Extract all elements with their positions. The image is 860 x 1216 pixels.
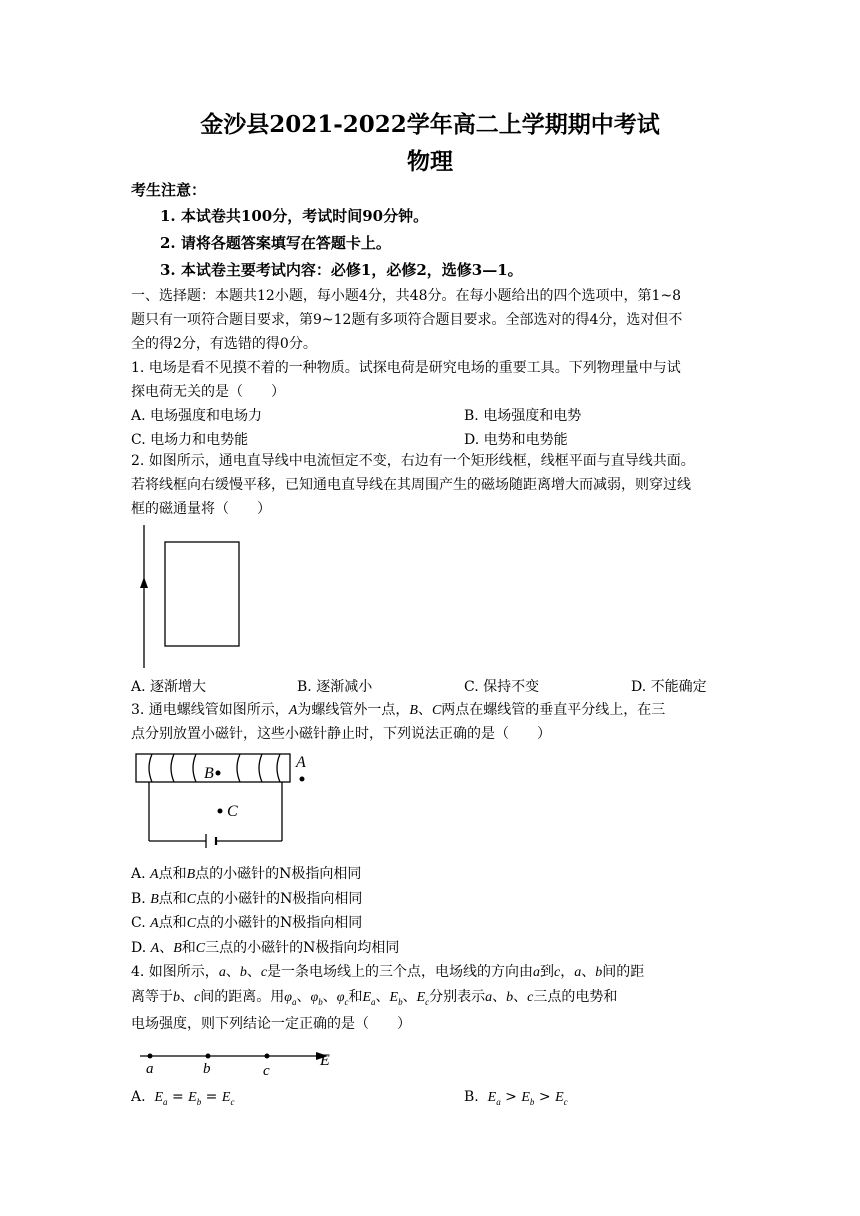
svg-text:E: E [320,1052,330,1069]
q1-stem-line-1: 1. 电场是看不见摸不着的一种物质。试探电荷是研究电场的重要工具。下列物理量中与试 [131,360,681,376]
q3-stem-line-2: 点分别放置小磁针，这些小磁针静止时，下列说法正确的是（ ） [131,726,551,742]
section1-line-3: 全的得2分，有选错的得0分。 [131,336,317,352]
q3-option-c: C. A点和C点的小磁针的N极指向相同 [131,915,363,931]
q2-stem-line-1: 2. 如图所示，通电直导线中电流恒定不变，右边有一个矩形线框，线框平面与直导线共面。 [131,453,695,469]
svg-text:a: a [146,1061,154,1077]
q4-stem-line-3: 电场强度，则下列结论一定正确的是（ ） [131,1016,411,1032]
q4-stem-line-2: 离等于b、c间的距离。用$\varphi_a$、$\varphi_b$、$\varphi_c$和$E_a$、$E_b$、$E_c$分别表示a、b、c三点的电势和 [131,989,618,1007]
notice-heading: 考生注意： [131,181,207,199]
q2-option-a: A. 逐渐增大 [131,679,207,695]
q4-option-b: B. $E_a > E_b > E_c$ [464,1089,568,1107]
section1-line-2: 题只有一项符合题目要求，第9~12题有多项符合题目要求。全部选对的得4分，选对但不 [131,312,683,328]
q2-option-d: D. 不能确定 [631,679,707,695]
notice-item-1: 1. 本试卷共100分，考试时间90分钟。 [160,207,429,225]
q3-option-b: B. B点和C点的小磁针的N极指向相同 [131,891,363,907]
q2-wire-loop-figure [130,525,250,670]
notice-item-3: 3. 本试卷主要考试内容：必修1，必修2，选修3—1。 [160,261,523,279]
exam-title: 金沙县2021-2022学年高二上学期期中考试 [200,111,660,138]
q4-option-a: A. $E_a = E_b = E_c$ [131,1089,235,1107]
q1-option-b: B. 电场强度和电势 [464,408,582,424]
svg-text:A: A [296,754,306,771]
q3-option-a: A. A点和B点的小磁针的N极指向相同 [131,866,362,882]
notice-item-2: 2. 请将各题答案填写在答题卡上。 [160,234,391,252]
svg-text:b: b [203,1061,211,1077]
q1-option-c: C. 电场力和电势能 [131,432,249,448]
q3-option-d: D. A、B和C三点的小磁针的N极指向均相同 [131,940,400,956]
q2-option-b: B. 逐渐减小 [297,679,373,695]
svg-text:c: c [263,1063,270,1079]
svg-text:B: B [204,765,214,782]
q3-solenoid-figure [130,750,320,854]
exam-subject: 物理 [407,148,453,175]
q1-option-a: A. 电场强度和电场力 [131,408,263,424]
q1-option-d: D. 电势和电势能 [464,432,568,448]
q2-stem-line-3: 框的磁通量将（ ） [131,501,271,517]
q1-stem-line-2: 探电荷无关的是（ ） [131,384,285,400]
section1-line-1: 一、选择题：本题共12小题，每小题4分，共48分。在每小题给出的四个选项中，第1~8 [131,288,682,304]
svg-text:C: C [227,803,238,820]
q2-option-c: C. 保持不变 [464,679,540,695]
q4-field-line-figure [140,1045,340,1077]
q3-stem-line-1: 3. 通电螺线管如图所示，A为螺线管外一点，B、C两点在螺线管的垂直平分线上，在三 [131,702,666,718]
q2-stem-line-2: 若将线框向右缓慢平移，已知通电直导线在其周围产生的磁场随距离增大而减弱，则穿过线 [131,477,691,493]
q4-stem-line-1: 4. 如图所示，a、b、c是一条电场线上的三个点，电场线的方向由a到c，a、b间的距 [131,964,645,980]
